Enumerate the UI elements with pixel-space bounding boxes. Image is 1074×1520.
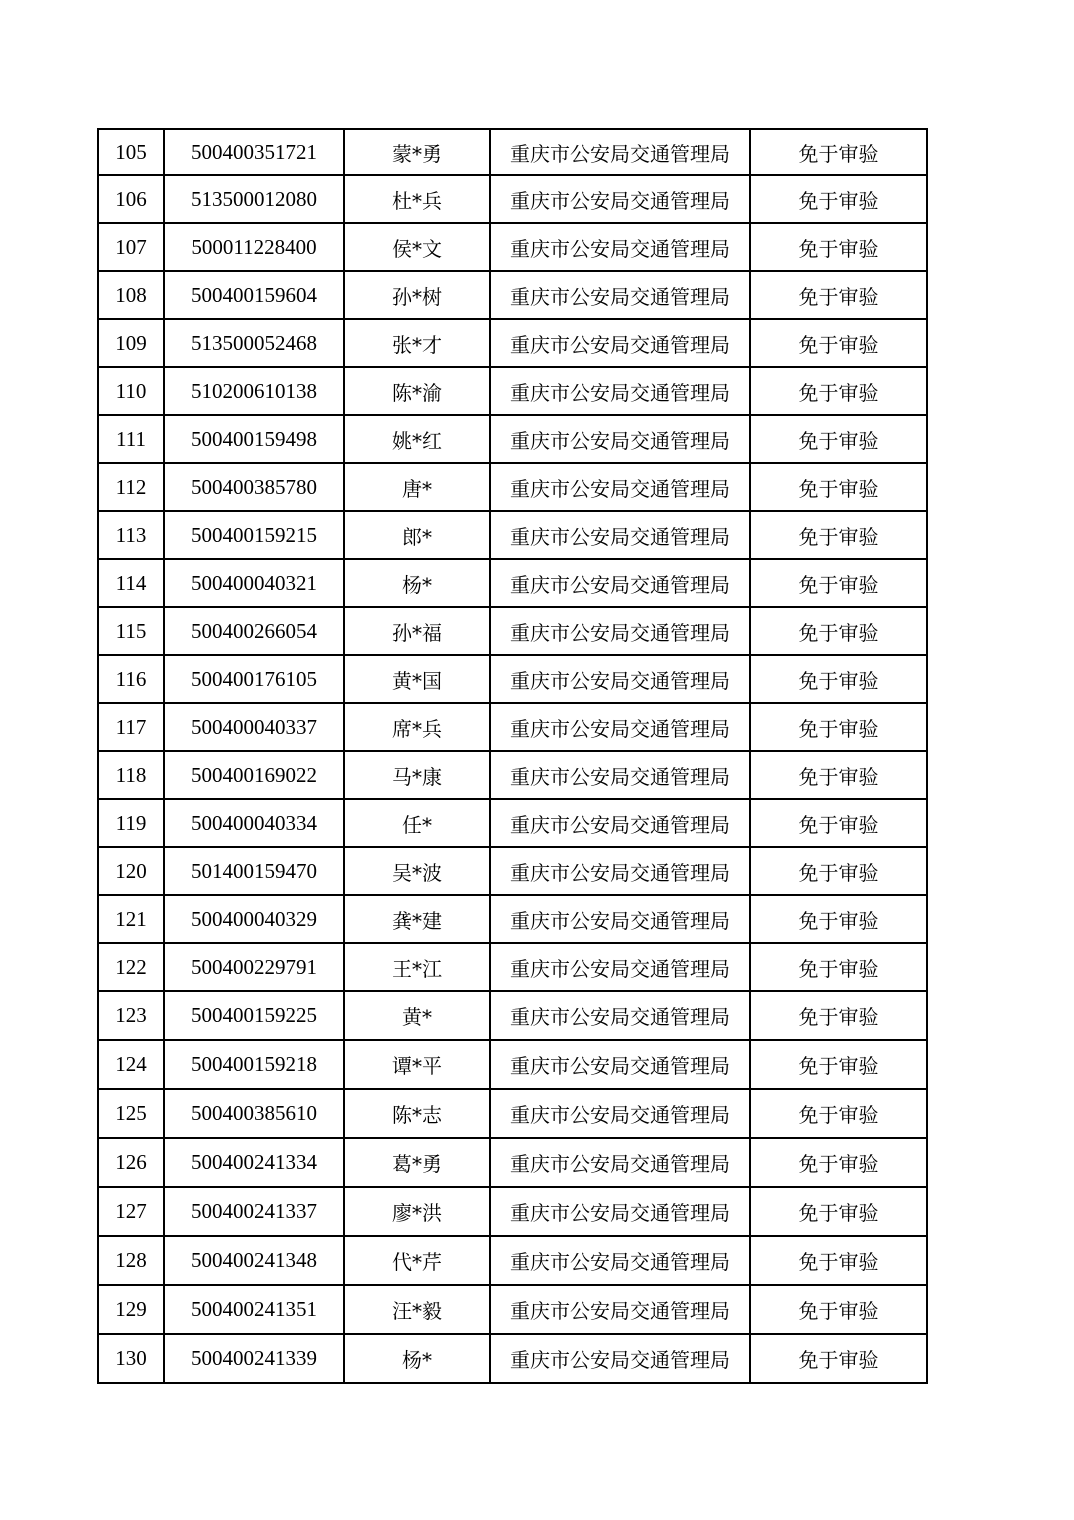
result-cell: 免于审验 [750,703,927,751]
id-number-cell: 510200610138 [164,367,344,415]
name-cell: 龚*建 [344,895,490,943]
row-number-cell: 122 [98,943,164,991]
id-number-cell: 500400241348 [164,1236,344,1285]
agency-cell: 重庆市公安局交通管理局 [490,895,750,943]
result-cell: 免于审验 [750,511,927,559]
id-number-cell: 500400266054 [164,607,344,655]
name-cell: 杨* [344,1334,490,1383]
table-row [98,943,927,991]
result-cell: 免于审验 [750,991,927,1040]
table-row [98,751,927,799]
row-number-cell: 105 [98,129,164,175]
table-row [98,559,927,607]
agency-cell: 重庆市公安局交通管理局 [490,511,750,559]
row-number-cell: 119 [98,799,164,847]
table-row [98,1138,927,1187]
agency-cell: 重庆市公安局交通管理局 [490,703,750,751]
row-number-cell: 110 [98,367,164,415]
table-row [98,1040,927,1089]
id-number-cell: 500400159498 [164,415,344,463]
name-cell: 唐* [344,463,490,511]
id-number-cell: 500011228400 [164,223,344,271]
agency-cell: 重庆市公安局交通管理局 [490,415,750,463]
name-cell: 侯*文 [344,223,490,271]
row-number-cell: 120 [98,847,164,895]
result-cell: 免于审验 [750,1334,927,1383]
result-cell: 免于审验 [750,463,927,511]
agency-cell: 重庆市公安局交通管理局 [490,1236,750,1285]
name-cell: 黄* [344,991,490,1040]
result-cell: 免于审验 [750,655,927,703]
row-number-cell: 106 [98,175,164,223]
name-cell: 孙*树 [344,271,490,319]
row-number-cell: 124 [98,1040,164,1089]
name-cell: 杨* [344,559,490,607]
row-number-cell: 109 [98,319,164,367]
name-cell: 郎* [344,511,490,559]
table-row [98,655,927,703]
result-cell: 免于审验 [750,175,927,223]
result-cell: 免于审验 [750,271,927,319]
row-number-cell: 127 [98,1187,164,1236]
id-number-cell: 500400351721 [164,129,344,175]
agency-cell: 重庆市公安局交通管理局 [490,799,750,847]
name-cell: 陈*志 [344,1089,490,1138]
name-cell: 葛*勇 [344,1138,490,1187]
agency-cell: 重庆市公安局交通管理局 [490,319,750,367]
row-number-cell: 112 [98,463,164,511]
result-cell: 免于审验 [750,559,927,607]
table-row [98,703,927,751]
agency-cell: 重庆市公安局交通管理局 [490,1089,750,1138]
table-row [98,991,927,1040]
row-number-cell: 113 [98,511,164,559]
table-row [98,607,927,655]
id-number-cell: 513500012080 [164,175,344,223]
agency-cell: 重庆市公安局交通管理局 [490,559,750,607]
table-row [98,1187,927,1236]
row-number-cell: 107 [98,223,164,271]
result-cell: 免于审验 [750,223,927,271]
agency-cell: 重庆市公安局交通管理局 [490,991,750,1040]
table-row [98,511,927,559]
agency-cell: 重庆市公安局交通管理局 [490,175,750,223]
name-cell: 吴*波 [344,847,490,895]
table-row [98,1334,927,1383]
name-cell: 任* [344,799,490,847]
agency-cell: 重庆市公安局交通管理局 [490,1040,750,1089]
row-number-cell: 118 [98,751,164,799]
agency-cell: 重庆市公安局交通管理局 [490,655,750,703]
name-cell: 姚*红 [344,415,490,463]
result-cell: 免于审验 [750,1089,927,1138]
result-cell: 免于审验 [750,367,927,415]
row-number-cell: 130 [98,1334,164,1383]
result-cell: 免于审验 [750,319,927,367]
row-number-cell: 123 [98,991,164,1040]
table-row [98,799,927,847]
row-number-cell: 115 [98,607,164,655]
agency-cell: 重庆市公安局交通管理局 [490,607,750,655]
result-cell: 免于审验 [750,1040,927,1089]
result-cell: 免于审验 [750,895,927,943]
table-row [98,1089,927,1138]
result-cell: 免于审验 [750,847,927,895]
result-cell: 免于审验 [750,129,927,175]
id-number-cell: 501400159470 [164,847,344,895]
table-row [98,175,927,223]
row-number-cell: 117 [98,703,164,751]
name-cell: 王*江 [344,943,490,991]
id-number-cell: 500400385780 [164,463,344,511]
name-cell: 代*芹 [344,1236,490,1285]
result-cell: 免于审验 [750,415,927,463]
table-row [98,223,927,271]
name-cell: 黄*国 [344,655,490,703]
id-number-cell: 500400241339 [164,1334,344,1383]
id-number-cell: 500400159225 [164,991,344,1040]
row-number-cell: 111 [98,415,164,463]
result-cell: 免于审验 [750,943,927,991]
id-number-cell: 500400241337 [164,1187,344,1236]
id-number-cell: 500400241351 [164,1285,344,1334]
agency-cell: 重庆市公安局交通管理局 [490,943,750,991]
row-number-cell: 125 [98,1089,164,1138]
id-number-cell: 500400159604 [164,271,344,319]
agency-cell: 重庆市公安局交通管理局 [490,1138,750,1187]
name-cell: 汪*毅 [344,1285,490,1334]
row-number-cell: 116 [98,655,164,703]
agency-cell: 重庆市公安局交通管理局 [490,1334,750,1383]
table-row [98,463,927,511]
name-cell: 陈*渝 [344,367,490,415]
result-cell: 免于审验 [750,1138,927,1187]
agency-cell: 重庆市公安局交通管理局 [490,847,750,895]
roster-table [97,128,928,1384]
row-number-cell: 129 [98,1285,164,1334]
name-cell: 杜*兵 [344,175,490,223]
table-row [98,895,927,943]
agency-cell: 重庆市公安局交通管理局 [490,1187,750,1236]
id-number-cell: 500400385610 [164,1089,344,1138]
name-cell: 席*兵 [344,703,490,751]
table-row [98,1285,927,1334]
table-row [98,367,927,415]
agency-cell: 重庆市公安局交通管理局 [490,463,750,511]
table-row [98,1236,927,1285]
agency-cell: 重庆市公安局交通管理局 [490,367,750,415]
roster-table-body [98,129,927,1383]
row-number-cell: 108 [98,271,164,319]
row-number-cell: 121 [98,895,164,943]
id-number-cell: 500400040334 [164,799,344,847]
result-cell: 免于审验 [750,799,927,847]
row-number-cell: 128 [98,1236,164,1285]
name-cell: 廖*洪 [344,1187,490,1236]
name-cell: 马*康 [344,751,490,799]
result-cell: 免于审验 [750,1236,927,1285]
id-number-cell: 500400176105 [164,655,344,703]
agency-cell: 重庆市公安局交通管理局 [490,223,750,271]
name-cell: 孙*福 [344,607,490,655]
result-cell: 免于审验 [750,1285,927,1334]
id-number-cell: 500400169022 [164,751,344,799]
row-number-cell: 114 [98,559,164,607]
id-number-cell: 500400159215 [164,511,344,559]
id-number-cell: 500400159218 [164,1040,344,1089]
name-cell: 蒙*勇 [344,129,490,175]
id-number-cell: 500400229791 [164,943,344,991]
agency-cell: 重庆市公安局交通管理局 [490,271,750,319]
row-number-cell: 126 [98,1138,164,1187]
id-number-cell: 500400040321 [164,559,344,607]
name-cell: 张*才 [344,319,490,367]
result-cell: 免于审验 [750,1187,927,1236]
table-row [98,271,927,319]
id-number-cell: 500400040337 [164,703,344,751]
agency-cell: 重庆市公安局交通管理局 [490,751,750,799]
table-row [98,129,927,175]
id-number-cell: 513500052468 [164,319,344,367]
id-number-cell: 500400040329 [164,895,344,943]
result-cell: 免于审验 [750,607,927,655]
agency-cell: 重庆市公安局交通管理局 [490,1285,750,1334]
agency-cell: 重庆市公安局交通管理局 [490,129,750,175]
result-cell: 免于审验 [750,751,927,799]
id-number-cell: 500400241334 [164,1138,344,1187]
table-row [98,847,927,895]
name-cell: 谭*平 [344,1040,490,1089]
table-row [98,415,927,463]
table-row [98,319,927,367]
